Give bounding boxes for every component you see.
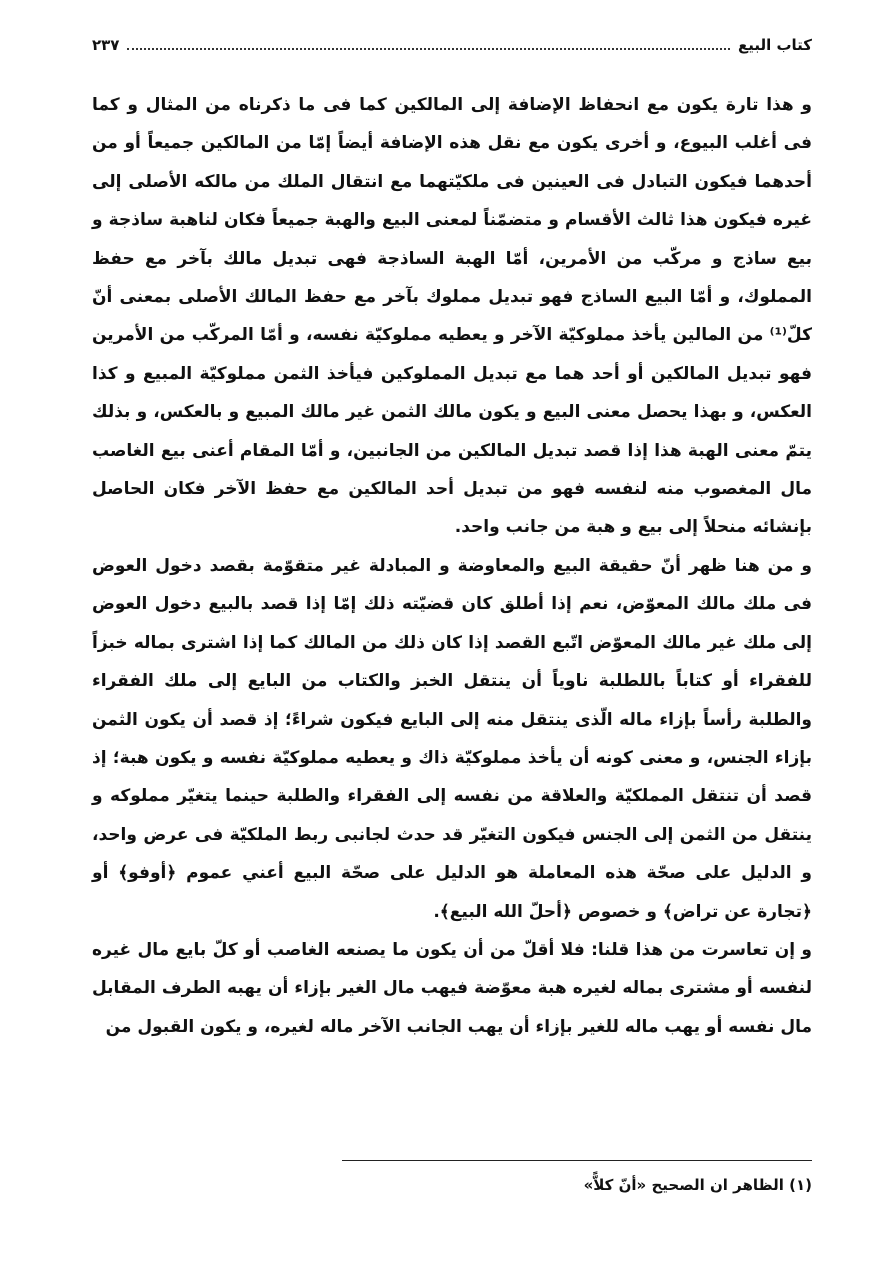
paragraph-3: و إن تعاسرت من هذا قلنا: فلا أقلّ من أن يكون ما يصنعه الغاصب أو كلّ بايع مال غيره لنفسه أو مشترى بماله لغيره هبة معوّضة فيهب مال الغير بإزاء أن يهبه الطرف المقابل مال نفسه أو يهب ماله للغير بإزاء أن يهب الجانب الآخر ماله لغيره، و يكون القبول من	[92, 939, 812, 1037]
running-header	[92, 32, 812, 58]
page-number: ٢٣٧	[92, 36, 120, 54]
main-text	[92, 86, 812, 1046]
paragraph-1: و هذا تارة يكون مع انحفاظ الإضافة إلى المالكين كما فى ما ذكرناه من المثال و كما فى أغلب البيوع، و أخرى يكون مع نقل هذه الإضافة أيضاً إمّا من المالكين جميعاً أو من أحدهما فيكون التبادل فى العينين فى ملكيّتهما مع انتقال الملك من مالكه الأصلى إلى غيره فيكون هذا ثالث الأقسام و متضمّناً لمعنى البيع والهبة جميعاً فكان لناهبة ساذجة و بيع ساذج و مركّب من الأمرين، أمّا الهبة الساذجة فهى تبديل مالك بآخر مع حفظ المملوك، و أمّا البيع الساذج فهو تبديل مملوك بآخر مع حفظ المالك الأصلى بمعنى أنّ كلّ⁽¹⁾ من المالين يأخذ مملوكيّة الآخر و يعطيه مملوكيّة نفسه، و أمّا المركّب من الأمرين فهو تبديل المالكين أو أحد هما مع تبديل المملوكين فيأخذ الثمن مملوكيّة المبيع و كذا العكس، و بهذا يحصل معنى البيع و يكون مالك الثمن غير مالك المبيع و بالعكس، و بذلك يتمّ معنى الهبة هذا إذا قصد تبديل المالكين من الجانبين، و أمّا المقام أعنى بيع الغاصب مال المغصوب منه لنفسه فهو من تبديل أحد المالكين مع حفظ الآخر فكان الحاصل بإنشائه منحلاً إلى بيع و هبة من جانب واحد.	[92, 95, 812, 538]
footnote: (١) الظاهر ان الصحيح «أنّ كلاًّ»	[583, 1176, 812, 1194]
header-dot-leader	[127, 40, 729, 50]
paragraph-2: و من هنا ظهر أنّ حقيقة البيع والمعاوضة و المبادلة غير متقوّمة بقصد دخول العوض فى ملك مالك المعوّض، نعم إذا أطلق كان قضيّته ذلك إمّا إذا قصد بالبيع دخول العوض إلى ملك غير مالك المعوّض اتّبع القصد إذا كان ذلك من المالك كما إذا اشترى بماله خبزاً للفقراء أو كتاباً باللطلبة ناوياً أن ينتقل الخبز والكتاب من البايع إلى ملك الفقراء والطلبة رأساً بإزاء ماله الّذى ينتقل منه إلى البايع فيكون شراءً؛ إذ قصد أن يكون الثمن بإزاء الجنس، و معنى كونه أن يأخذ مملوكيّة ذاك و يعطيه مملوكيّة نفسه و يكون هبة؛ إذ قصد أن تنتقل المملكيّة والعلاقة من نفسه إلى الفقراء والطلبة حينما يتغيّر مملوكه و ينتقل من الثمن إلى الجنس فيكون التغيّر قد حدث لجانبى ربط الملكيّة فى عرض واحد، و الدليل على صحّة هذه المعاملة هو الدليل على صحّة البيع أعني عموم ﴿أوفو﴾ أو ﴿تجارة عن تراض﴾ و خصوص ﴿أحلّ الله البيع﴾.	[92, 555, 812, 922]
header-title: كتاب البيع	[737, 36, 812, 54]
footnote-separator	[342, 1160, 812, 1161]
